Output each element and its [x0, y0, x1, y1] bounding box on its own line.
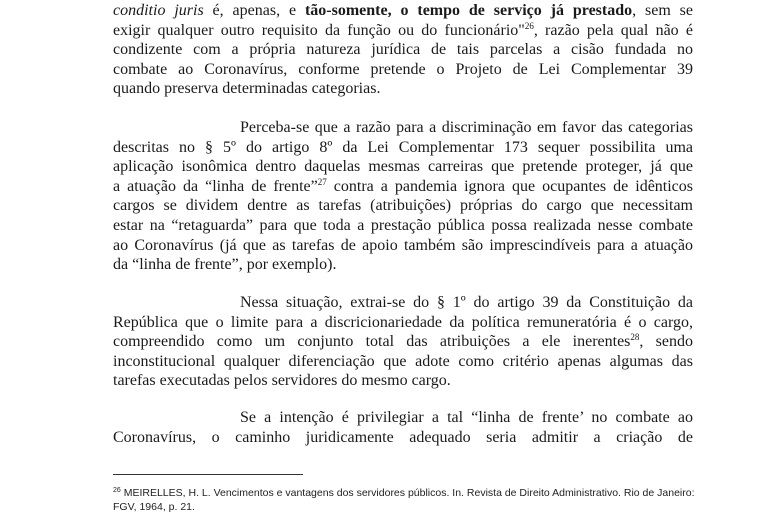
text-run: MEIRELLES, H. L. Vencimentos e vantagens dos servidores públicos. In. Revista de Direito Administrativo. Rio de Janeiro: [120, 487, 695, 499]
paragraph-2-line-4 [113, 177, 693, 197]
paragraph-4-line-2: Coronavírus, o caminho juridicamente adequado seria admitir a criação de [113, 428, 693, 446]
text-run: a atuação da “linha de frente” [113, 177, 318, 195]
footnote-ref-26: 26 [524, 20, 534, 31]
paragraph-2-line-2: descritas no § 5º do artigo 8º da Lei Complementar 173 sequer possibilita uma [113, 138, 693, 156]
paragraph-1-line-4: combate ao Coronavírus, conforme pretende o Projeto de Lei Complementar 39 [113, 60, 693, 78]
paragraph-3-line-4: inconstitucional qualquer diferenciação que adote como critério apenas algumas das [113, 352, 693, 370]
paragraph-3-line-2: República que o limite para a discricionariedade da política remuneratória é o cargo, [113, 313, 693, 331]
footnote-26 [113, 486, 703, 514]
footnote-ref-27: 27 [317, 176, 327, 187]
footnote-line-1 [113, 486, 703, 500]
paragraph-2-line-5: cargos se dividem dentre as tarefas (atribuições) próprias do cargo que necessitam [113, 197, 693, 215]
text-run: é, apenas, e [203, 2, 305, 19]
paragraph-4 [113, 408, 693, 447]
paragraph-2-line-8: da “linha de frente”, por exemplo). [113, 256, 337, 274]
text-run: , sem se [632, 2, 694, 19]
paragraph-2-line-1: Perceba-se que a razão para a discriminação em favor das categorias [240, 119, 693, 136]
text-run: , sendo [639, 333, 694, 351]
bold-emphasis: tão-somente, o tempo de serviço já prestado [304, 2, 633, 19]
paragraph-1 [113, 1, 693, 99]
paragraph-3-line-1: Nessa situação, extrai-se do § 1º do artigo 39 da Constituição da [240, 294, 693, 311]
paragraph-2-line-3: aplicação isonômica dentro daquelas mesmas carreiras que pretende proteger, já que [113, 158, 693, 176]
footnote-line-2: FGV, 1964, p. 21. [113, 501, 195, 513]
paragraph-1-line-1 [113, 1, 693, 21]
paragraph-4-line-1: Se a intenção é privilegiar a tal “linha de frente’ no combate ao [240, 409, 693, 426]
text-run: exigir qualquer outro requisito da função ou do funcionário" [113, 21, 525, 39]
footnote-divider [113, 474, 303, 475]
footnote-ref-28: 28 [630, 332, 640, 343]
paragraph-3-line-3 [113, 332, 693, 352]
paragraph-2-line-7: ao Coronavírus (já que as tarefas de apoio também são imprescindíveis para a atuação [113, 236, 693, 254]
paragraph-1-line-2 [113, 21, 693, 41]
latin-term: conditio juris [113, 2, 204, 19]
text-run: , razão pela qual não é [533, 21, 694, 39]
paragraph-1-line-5: quando preserva determinadas categorias. [113, 80, 381, 98]
text-run: contra a pandemia ignora que ocupantes de idênticos [326, 177, 694, 195]
paragraph-1-line-3: condizente com a própria natureza jurídica de tais parcelas a cisão fundada no [113, 41, 693, 59]
paragraph-2-line-6: estar na “retaguarda” para que toda a prestação pública possa realizada nesse combate [113, 216, 693, 234]
paragraph-2 [113, 118, 693, 275]
paragraph-3-line-5: tarefas executadas pelos servidores do mesmo cargo. [113, 372, 451, 390]
text-run: compreendido como um conjunto total das atribuições a ele inerentes [113, 333, 631, 351]
paragraph-3 [113, 293, 693, 391]
footnote-number: 26 [113, 487, 121, 494]
